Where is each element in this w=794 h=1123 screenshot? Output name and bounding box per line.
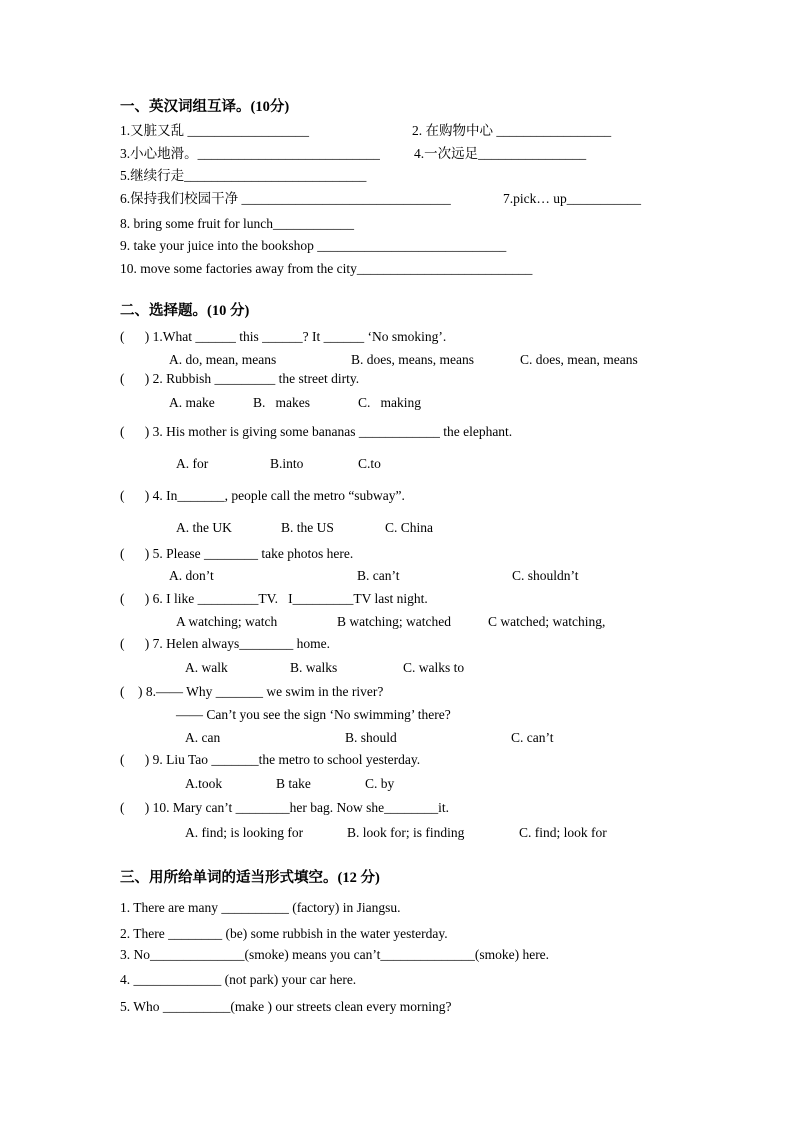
s2-q2-opt-c: C. making [358,395,421,410]
s2-q10-opt-c: C. find; look for [519,825,607,840]
s2-q5-opt-a: A. don’t [169,568,214,583]
s1-item-7: 7.pick… up___________ [503,191,641,206]
s2-q10-opt-b: B. look for; is finding [347,825,465,840]
s2-q8-opt-a: A. can [185,730,221,745]
s1-item-1: 1.又脏又乱 __________________ [120,123,309,138]
s2-q5-opt-b: B. can’t [357,568,400,583]
s1-item-4: 4.一次远足________________ [414,146,587,161]
s2-q3-opt-b: B.into [270,456,304,471]
s2-q7: ( ) 7. Helen always________ home. [120,636,330,651]
s2-q5-opt-c: C. shouldn’t [512,568,579,583]
s2-q3: ( ) 3. His mother is giving some bananas ____________ the elephant. [120,424,513,439]
s2-q9-opt-b: B take [276,776,311,791]
s3-item-4: 4. _____________ (not park) your car here. [120,972,357,987]
s2-q9: ( ) 9. Liu Tao _______the metro to school yesterday. [120,752,421,767]
section3-heading: 三、用所给单词的适当形式填空。(12 分) [120,870,380,886]
s2-q2: ( ) 2. Rubbish _________ the street dirty. [120,371,360,386]
s1-item-2: 2. 在购物中心 _________________ [412,123,612,138]
s1-item-5: 5.继续行走___________________________ [120,168,367,183]
s2-q10: ( ) 10. Mary can’t ________her bag. Now she________it. [120,800,449,815]
s2-q10-opt-a: A. find; is looking for [185,825,304,840]
s1-item-10: 10. move some factories away from the city__________________________ [120,261,533,276]
s2-q8-opt-b: B. should [345,730,397,745]
s2-q4-opt-b: B. the US [281,520,334,535]
s2-q7-opt-b: B. walks [290,660,338,675]
s2-q1: ( ) 1.What ______ this ______? It ______ ‘No smoking’. [120,329,447,344]
s1-item-3: 3.小心地滑。___________________________ [120,146,380,161]
s2-q4: ( ) 4. In_______, people call the metro “subway”. [120,488,405,503]
s2-q2-opt-b: B. makes [253,395,310,410]
section2-heading: 二、选择题。(10 分) [120,303,250,319]
s2-q5: ( ) 5. Please ________ take photos here. [120,546,354,561]
s2-q4-opt-a: A. the UK [176,520,232,535]
s2-q8-line2: —— Can’t you see the sign ‘No swimming’ there? [176,707,451,722]
s3-item-1: 1. There are many __________ (factory) in Jiangsu. [120,900,401,915]
s1-item-6: 6.保持我们校园干净 _______________________________ [120,191,451,206]
s2-q1-opt-b: B. does, means, means [351,352,474,367]
s2-q1-opt-a: A. do, mean, means [169,352,277,367]
s2-q6-opt-b: B watching; watched [337,614,451,629]
s3-item-3: 3. No______________(smoke) means you can’t______________(smoke) here. [120,947,550,962]
s2-q1-opt-c: C. does, mean, means [520,352,638,367]
section1-heading: 一、英汉词组互译。(10分) [120,99,290,115]
s2-q3-opt-c: C.to [358,456,381,471]
s1-item-8: 8. bring some fruit for lunch____________ [120,216,354,231]
s2-q6-opt-c: C watched; watching, [488,614,606,629]
s2-q8: ( ) 8.—— Why _______ we swim in the river? [120,684,384,699]
s2-q8-opt-c: C. can’t [511,730,554,745]
s2-q9-opt-a: A.took [185,776,223,791]
s1-item-9: 9. take your juice into the bookshop ____________________________ [120,238,507,253]
s2-q6: ( ) 6. I like _________TV. I_________TV last night. [120,591,428,606]
s2-q2-opt-a: A. make [169,395,215,410]
s3-item-2: 2. There ________ (be) some rubbish in the water yesterday. [120,926,448,941]
s2-q6-opt-a: A watching; watch [176,614,278,629]
s2-q3-opt-a: A. for [176,456,209,471]
s2-q4-opt-c: C. China [385,520,434,535]
s3-item-5: 5. Who __________(make ) our streets clean every morning? [120,999,452,1014]
s2-q7-opt-a: A. walk [185,660,228,675]
s2-q9-opt-c: C. by [365,776,395,791]
s2-q7-opt-c: C. walks to [403,660,465,675]
